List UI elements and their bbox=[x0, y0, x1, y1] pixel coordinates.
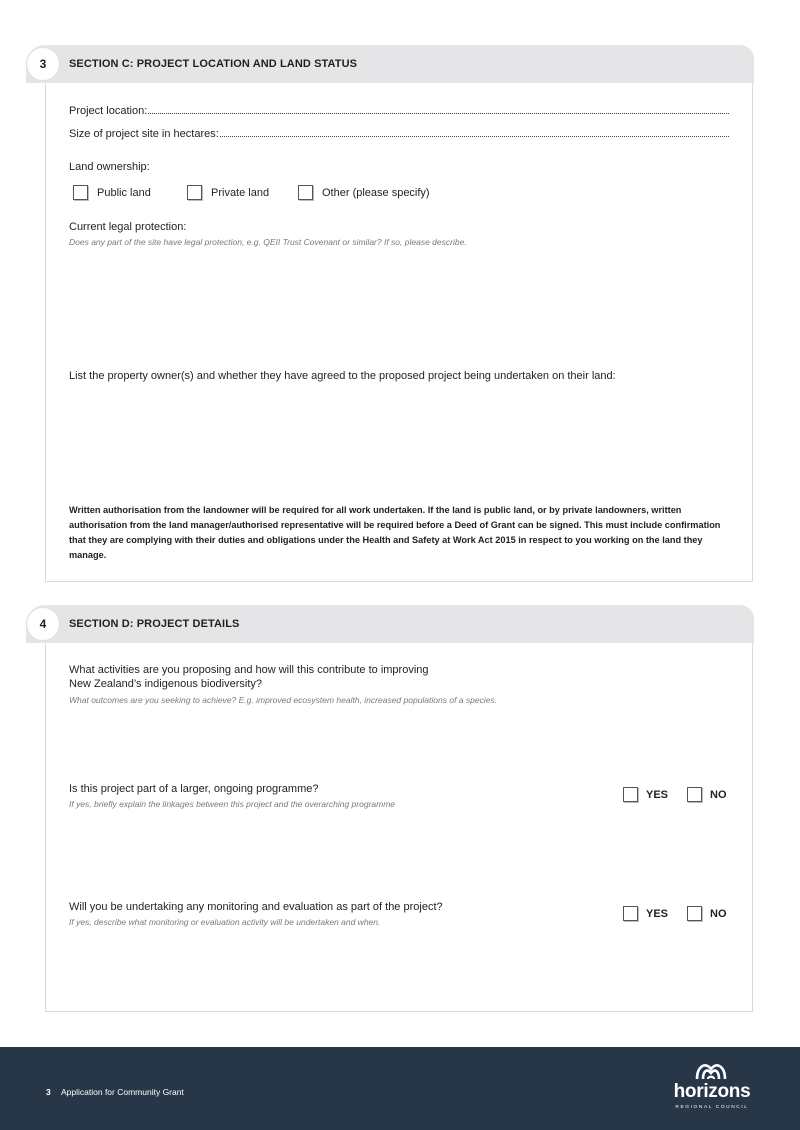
project-location-line[interactable] bbox=[148, 113, 729, 114]
project-location-label: Project location: bbox=[69, 105, 148, 117]
site-size-label: Size of project site in hectares: bbox=[69, 128, 219, 140]
ownership-public-option[interactable] bbox=[73, 185, 151, 200]
private-land-checkbox[interactable] bbox=[187, 185, 202, 200]
monitoring-no-checkbox[interactable] bbox=[687, 906, 702, 921]
page-footer bbox=[0, 1047, 800, 1130]
legal-protection-label: Current legal protection: bbox=[69, 221, 187, 233]
ownership-other-option[interactable] bbox=[298, 185, 430, 200]
monitoring-no-label: NO bbox=[710, 907, 727, 920]
activities-question-line2: New Zealand’s indigenous biodiversity? bbox=[69, 678, 263, 690]
activities-hint: What outcomes are you seeking to achieve? E.g. improved ecosystem health, increased populations of a species. bbox=[69, 695, 498, 705]
footer-page-number: 3 bbox=[46, 1087, 51, 1097]
monitoring-yes-label: YES bbox=[646, 907, 669, 920]
authorisation-notice: Written authorisation from the landowner will be required for all work undertaken. If the land is public land, or by private landowners, written authorisation from the land manager/authorised representative will be required before a Deed of Grant can be signed. This must include confirmation that they are complying with their duties and obligations under the Health and Safety at Work Act 2015 in respect to you working on the land they manage. bbox=[69, 505, 721, 560]
programme-question: Is this project part of a larger, ongoing programme? bbox=[69, 783, 319, 795]
horizons-wave-icon bbox=[695, 1059, 727, 1081]
programme-no-option[interactable] bbox=[687, 787, 751, 802]
programme-yes-checkbox[interactable] bbox=[623, 787, 638, 802]
ownership-private-option[interactable] bbox=[187, 185, 269, 200]
activities-question-line1: What activities are you proposing and how will this contribute to improving bbox=[69, 664, 429, 676]
section-d-header bbox=[26, 605, 754, 643]
section-c-header bbox=[26, 45, 754, 83]
section-d-number-wrap bbox=[26, 605, 60, 643]
project-location-field[interactable] bbox=[69, 103, 729, 117]
programme-yes-label: YES bbox=[646, 788, 669, 801]
section-d-number: 4 bbox=[26, 607, 60, 641]
programme-no-label: NO bbox=[710, 788, 727, 801]
horizons-logo bbox=[668, 1059, 758, 1119]
legal-protection-hint: Does any part of the site have legal protection, e.g. QEII Trust Covenant or similar? If so, please describe. bbox=[69, 237, 467, 247]
section-c-title: SECTION C: PROJECT LOCATION AND LAND STATUS bbox=[69, 58, 358, 70]
footer-document-label: Application for Community Grant bbox=[61, 1087, 184, 1097]
monitoring-yes-checkbox[interactable] bbox=[623, 906, 638, 921]
monitoring-no-option[interactable] bbox=[687, 906, 751, 921]
private-land-label: Private land bbox=[211, 186, 270, 199]
logo-wordmark: horizons bbox=[673, 1081, 751, 1102]
site-size-field[interactable] bbox=[69, 126, 729, 140]
public-land-checkbox[interactable] bbox=[73, 185, 88, 200]
logo-subtitle: REGIONAL COUNCIL bbox=[675, 1105, 749, 1110]
owners-question: List the property owner(s) and whether they have agreed to the proposed project being undertaken on their land: bbox=[69, 370, 616, 382]
monitoring-yes-no bbox=[623, 906, 751, 921]
programme-no-checkbox[interactable] bbox=[687, 787, 702, 802]
programme-yes-option[interactable] bbox=[623, 787, 687, 802]
section-c-number: 3 bbox=[26, 47, 60, 81]
section-d-title: SECTION D: PROJECT DETAILS bbox=[69, 618, 240, 630]
site-size-line[interactable] bbox=[220, 136, 729, 137]
other-land-checkbox[interactable] bbox=[298, 185, 313, 200]
monitoring-yes-option[interactable] bbox=[623, 906, 687, 921]
public-land-label: Public land bbox=[97, 186, 151, 199]
other-land-label: Other (please specify) bbox=[322, 186, 430, 199]
monitoring-hint: If yes, describe what monitoring or evaluation activity will be undertaken and when. bbox=[69, 917, 381, 927]
programme-hint: If yes, briefly explain the linkages between this project and the overarching programme bbox=[69, 799, 396, 809]
section-c-number-wrap bbox=[26, 45, 60, 83]
land-ownership-label: Land ownership: bbox=[69, 161, 150, 173]
monitoring-question: Will you be undertaking any monitoring and evaluation as part of the project? bbox=[69, 901, 443, 913]
programme-yes-no bbox=[623, 787, 751, 802]
